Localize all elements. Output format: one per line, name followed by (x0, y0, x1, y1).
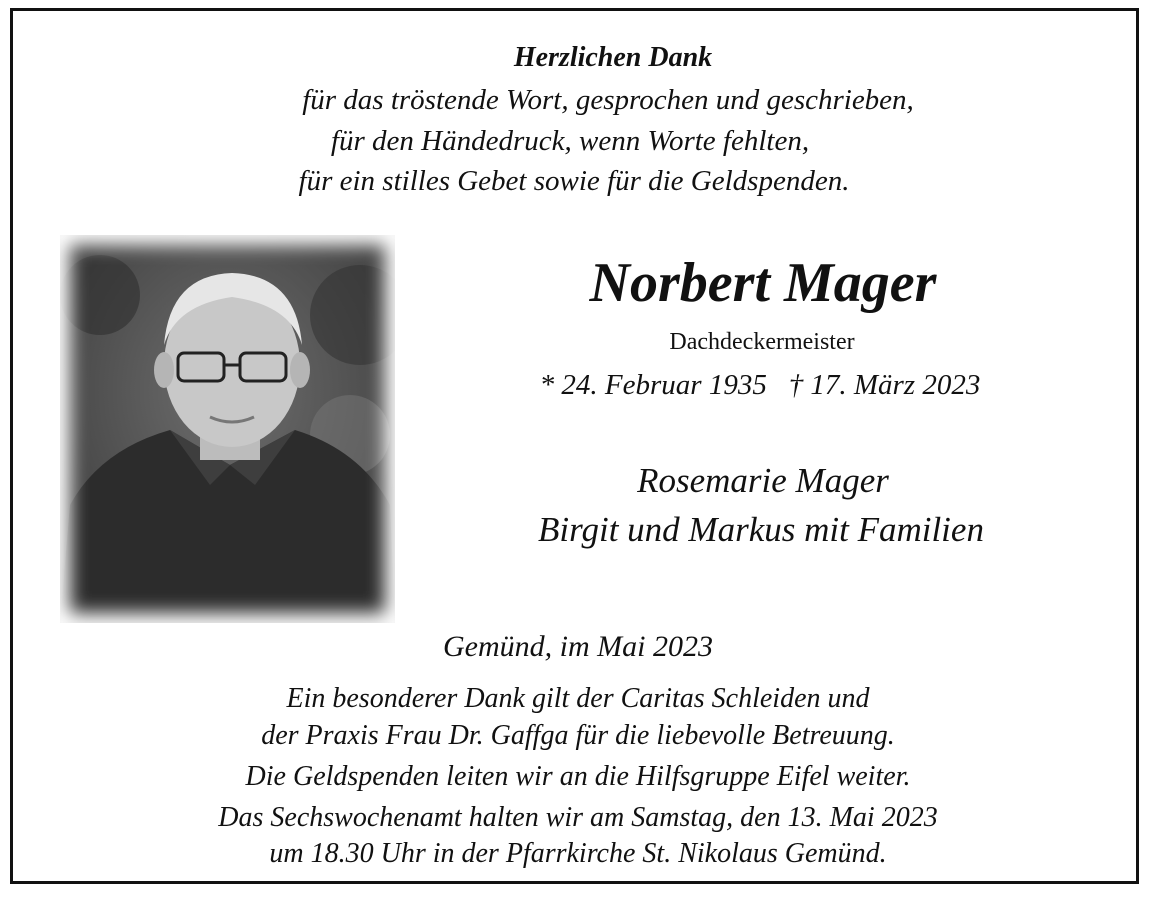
family-member: Rosemarie Mager (637, 461, 889, 500)
photo-vignette (60, 235, 395, 623)
notice-heading: Herzlichen Dank (513, 42, 713, 73)
deceased-name: Norbert Mager (589, 252, 937, 314)
place-date: Gemünd, im Mai 2023 (443, 630, 713, 663)
life-dates: * 24. Februar 1935 † 17. März 2023 (539, 369, 981, 401)
closing-line: um 18.30 Uhr in der Pfarrkirche St. Nikolaus Gemünd. (269, 838, 887, 869)
thanks-line: für ein stilles Gebet sowie für die Geldspenden. (298, 165, 850, 197)
thanks-line: für den Händedruck, wenn Worte fehlten, (330, 125, 810, 157)
closing-line: der Praxis Frau Dr. Gaffga für die liebevolle Betreuung. (261, 720, 895, 751)
family-member: Birgit und Markus mit Familien (538, 510, 984, 549)
closing-line: Die Geldspenden leiten wir an die Hilfsgruppe Eifel weiter. (245, 761, 911, 792)
closing-line: Ein besonderer Dank gilt der Caritas Schleiden und (286, 683, 870, 714)
closing-line: Das Sechswochenamt halten wir am Samstag, den 13. Mai 2023 (218, 802, 938, 833)
thanks-line: für das tröstende Wort, gesprochen und geschrieben, (302, 84, 914, 116)
deceased-profession: Dachdeckermeister (669, 329, 855, 355)
portrait-photo (60, 235, 395, 623)
